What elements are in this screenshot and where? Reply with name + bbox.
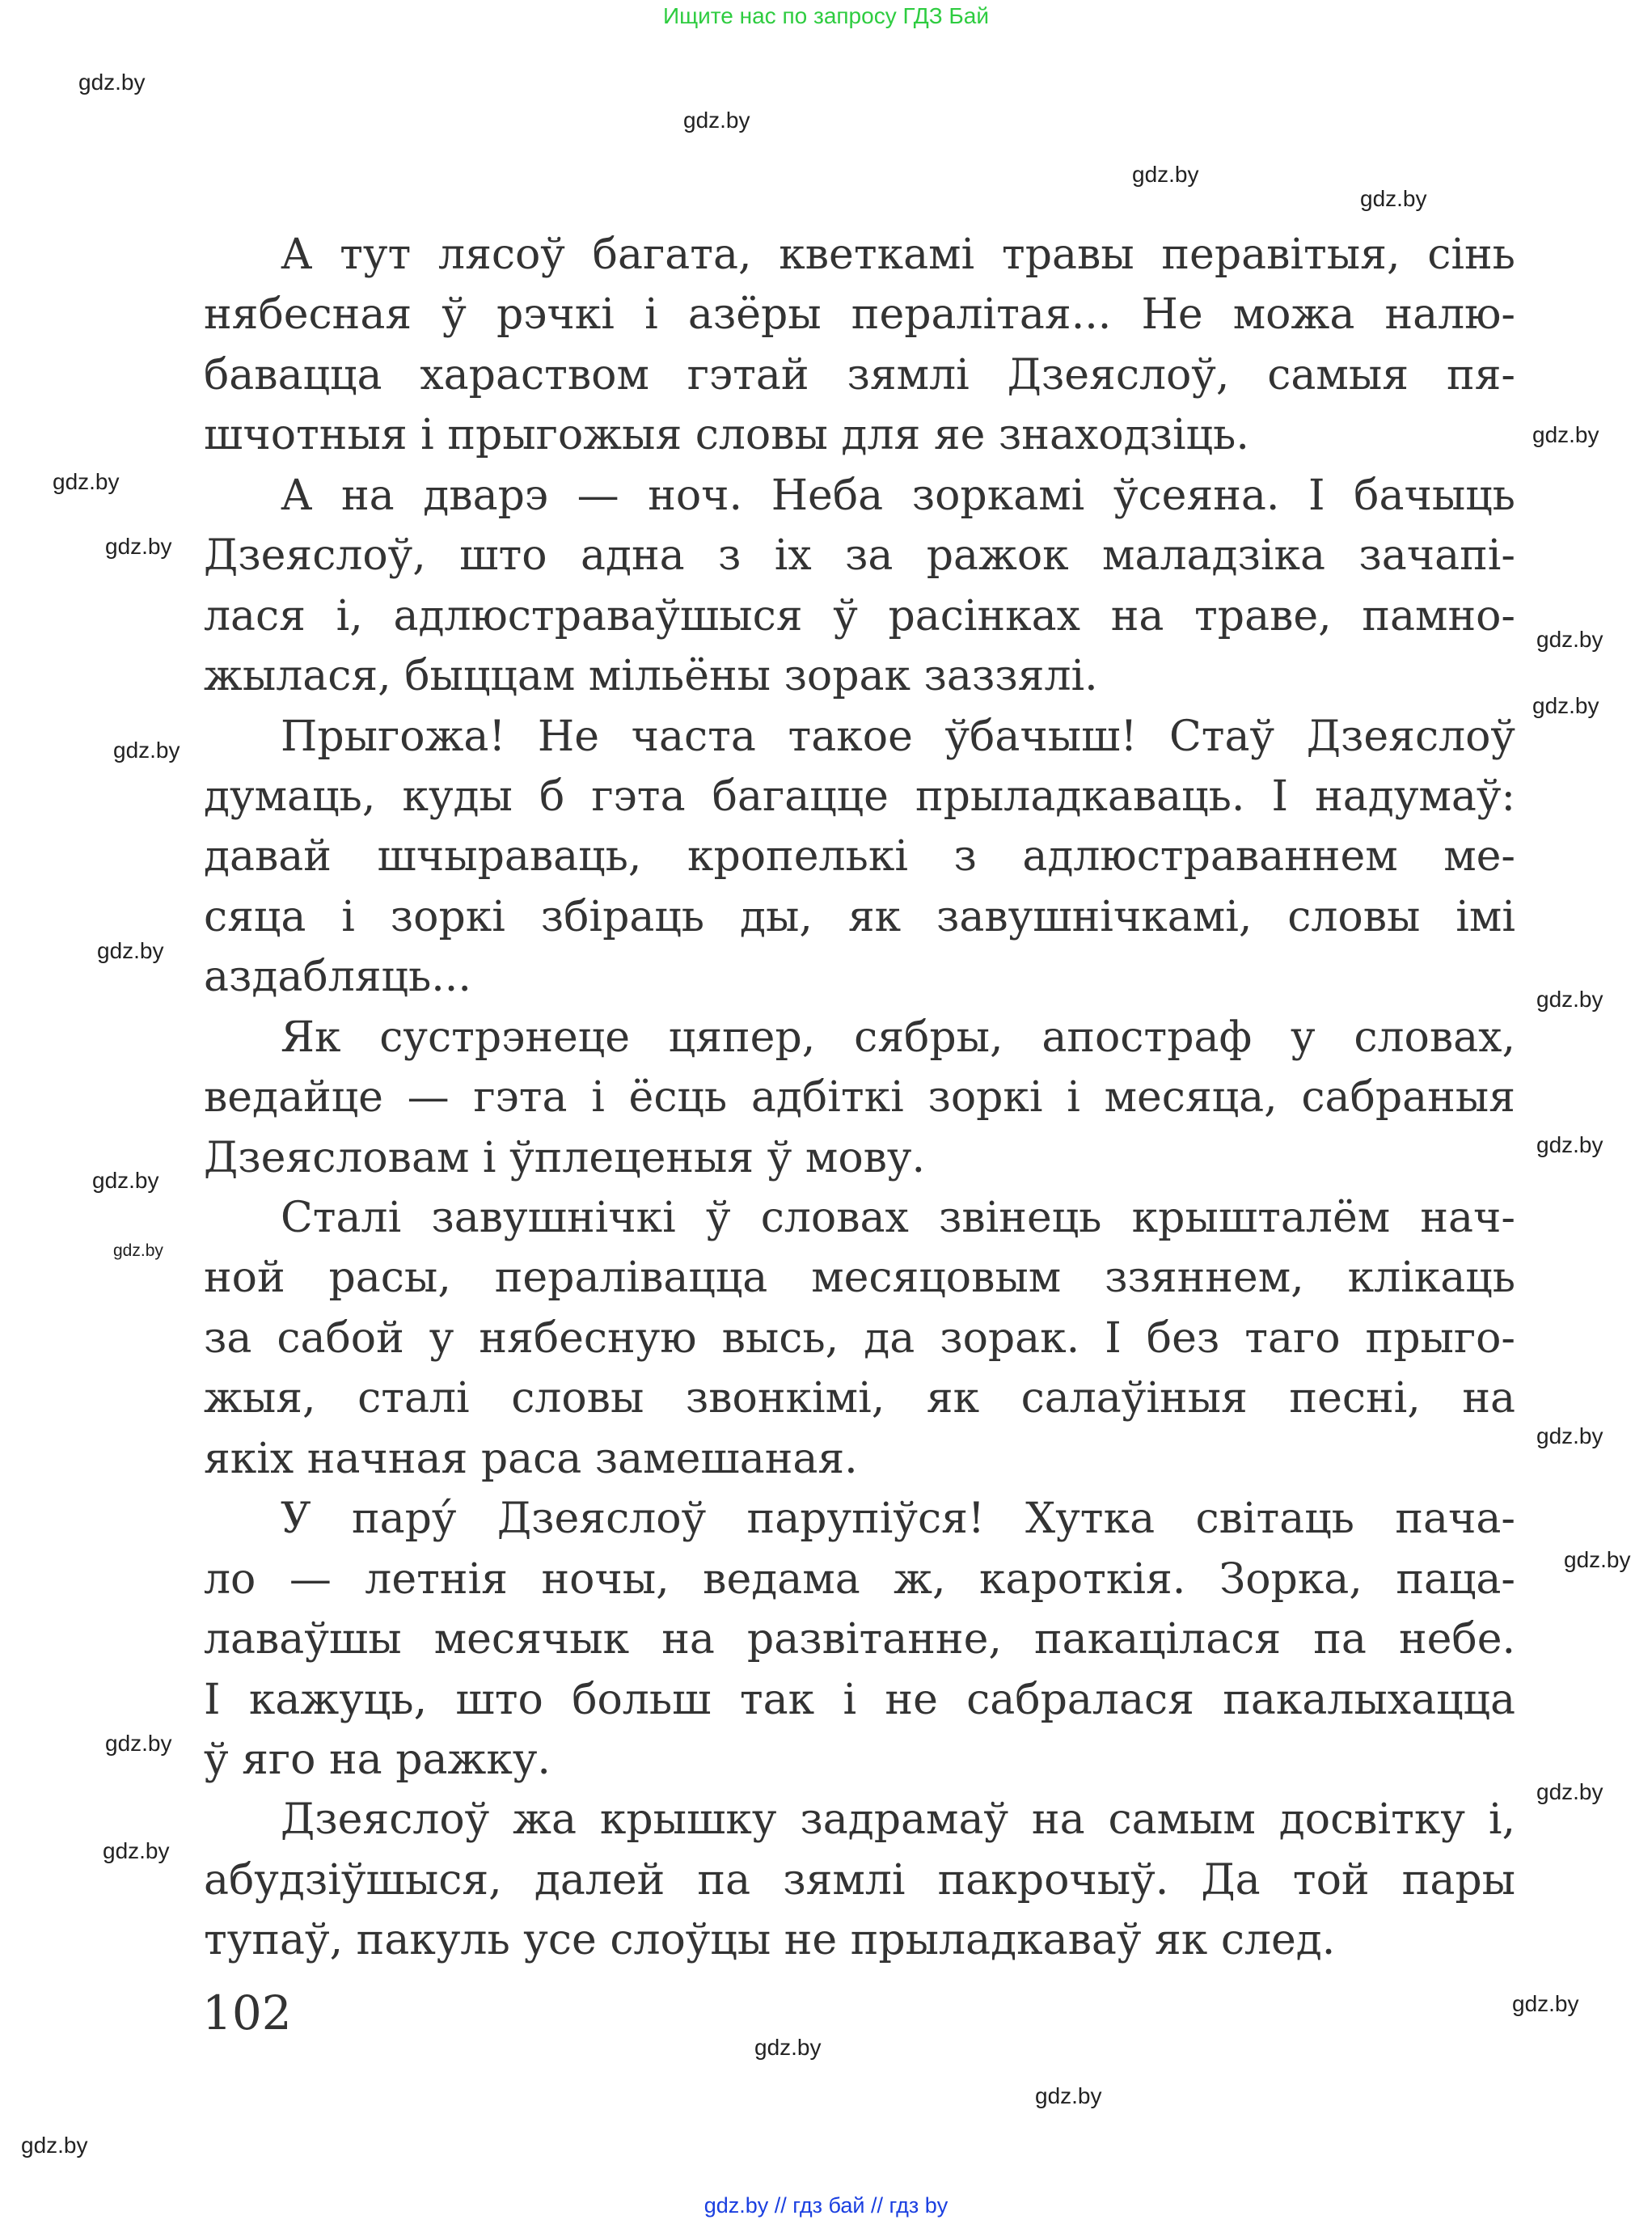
text-line: за сабой у нябесную высь, да зорак. І без таго прыго- — [204, 1313, 1515, 1363]
text-line: шчотныя і прыгожыя словы для яе знаходзіць. — [204, 411, 1249, 460]
watermark: gdz.by — [105, 1731, 172, 1756]
watermark: gdz.by — [683, 108, 750, 133]
page-number: 102 — [202, 1985, 292, 2040]
text-line: ной расы, пераліваццa месяцовым ззяннем, клікаць — [204, 1254, 1515, 1303]
watermark: gdz.by — [1512, 1991, 1579, 2016]
watermark: gdz.by — [78, 70, 146, 95]
text-line: У пару́ Дзеяслоў парупіўся! Хутка світаць пача- — [281, 1495, 1515, 1544]
watermark: gdz.by — [1532, 422, 1599, 447]
watermark: gdz.by — [113, 738, 180, 763]
text-line: тупаў, пакуль усе слоўцы не прыладкаваў як след. — [204, 1916, 1336, 1965]
text-line: аздабляць... — [204, 953, 471, 1002]
text-line: Дзеясловам і ўплеценыя ў мову. — [204, 1133, 926, 1182]
watermark: gdz.by — [1536, 987, 1603, 1012]
text-line: бавацца хараством гэтай зямлі Дзеяслоў, самыя пя- — [204, 350, 1515, 400]
watermark: gdz.by — [1564, 1547, 1631, 1572]
watermark: gdz.by — [21, 2133, 88, 2158]
watermark: gdz.by — [97, 938, 164, 963]
watermark: gdz.by — [1536, 627, 1603, 652]
watermark: gdz.by — [92, 1168, 159, 1193]
text-line: А тут лясоў багата, кветкамі травы перавітыя, сінь — [281, 230, 1515, 279]
text-line: ў яго на ражку. — [204, 1735, 551, 1784]
watermark: gdz.by — [1035, 2083, 1102, 2108]
text-line: ведайце — гэта і ёсць адбіткі зоркі і месяца, сабраныя — [204, 1073, 1515, 1123]
text-line: ло — летнія ночы, ведама ж, кароткія. Зорка, паца- — [204, 1554, 1515, 1604]
text-line: Дзеяслоў жа крышку задрамаў на самым досвітку і, — [281, 1795, 1515, 1845]
watermark: gdz.by — [754, 2035, 822, 2060]
text-line: жыя, сталі словы звонкімі, як салаўіныя песні, на — [204, 1374, 1515, 1423]
footer-links[interactable]: gdz.by // гдз бай // гдз by — [703, 2193, 949, 2218]
watermark: gdz.by — [103, 1838, 170, 1863]
watermark: gdz.by — [53, 469, 120, 494]
text-line: давай шчыраваць, кропелькі з адлюстраваннем ме- — [204, 832, 1515, 882]
text-line: жылася, быццам мільёны зорак заззялі. — [204, 652, 1098, 701]
text-line: Як сустрэнеце цяпер, сябры, апостраф у словах, — [281, 1013, 1515, 1062]
watermark: gdz.by — [1536, 1423, 1603, 1448]
watermark: gdz.by — [105, 534, 172, 559]
text-line: нябесная ў рэчкі і азёры пералітая... Не можа налю- — [204, 290, 1515, 340]
watermark: gdz.by — [1536, 1132, 1603, 1157]
text-line: якіх начная раса замешаная. — [204, 1434, 858, 1483]
page-body-text — [204, 225, 1515, 1971]
watermark: gdz.by — [1132, 162, 1199, 187]
watermark: gdz.by — [1532, 693, 1599, 718]
text-line: сяца і зоркі збіраць ды, як завушнічкамі, словы імі — [204, 892, 1515, 941]
text-line: лаваўшы месячык на развітанне, пакацілася па небе. — [204, 1615, 1515, 1664]
text-line: абудзіўшыся, далей па зямлі пакрочыў. Да той пары — [204, 1855, 1515, 1905]
search-banner: Ищите нас по запросу ГДЗ Бай — [662, 3, 990, 28]
text-line: Сталі завушнічкі ў словах звінець крышталём нач- — [281, 1194, 1515, 1242]
watermark: gdz.by — [113, 1241, 163, 1260]
text-line: лася і, адлюстраваўшыся ў расінках на траве, памно- — [204, 591, 1515, 641]
text-line: Прыгожа! Не часта такое ўбачыш! Стаў Дзеяслоў — [281, 712, 1515, 761]
text-line: думаць, куды б гэта багацце прыладкаваць. І надумаў: — [204, 772, 1515, 821]
watermark: gdz.by — [1536, 1779, 1603, 1804]
text-line: І кажуць, што больш так і не сабралася пакалыхацца — [204, 1675, 1515, 1724]
watermark: gdz.by — [1360, 186, 1427, 211]
text-line: А на дварэ — ноч. Неба зоркамі ўсеяна. І бачыць — [281, 471, 1515, 520]
text-line: Дзеяслоў, што адна з іх за ражок маладзіка зачапі- — [204, 531, 1515, 581]
